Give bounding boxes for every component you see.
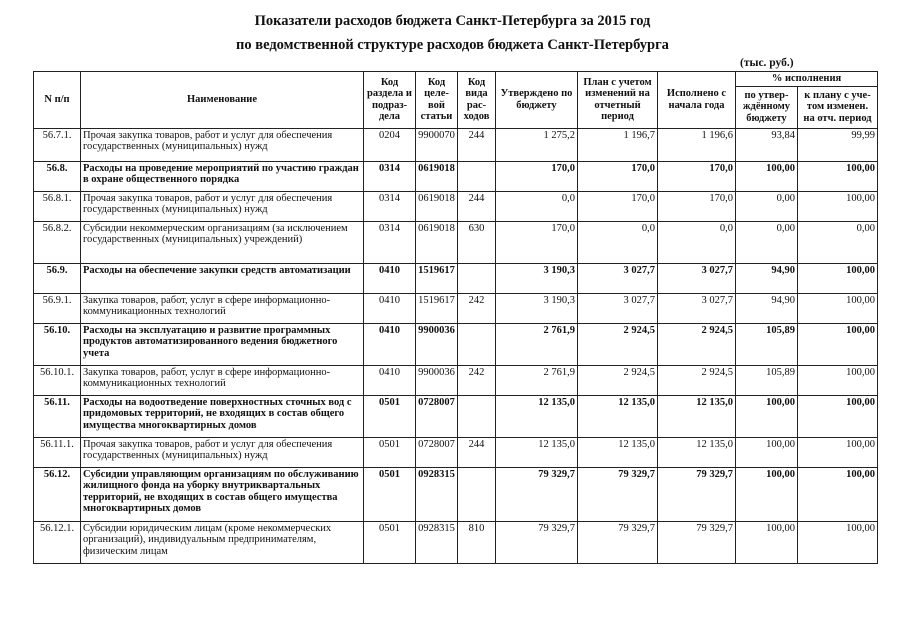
cell-type: 242 [458,365,496,395]
cell-pct-plan: 100,00 [798,263,878,293]
report-title-line1: Показатели расходов бюджета Санкт-Петербурга за 2015 год [254,13,651,29]
cell-name: Прочая закупка товаров, работ и услуг для обеспечения государственных (муниципальных) нужд [81,437,364,467]
cell-type [458,323,496,365]
cell-type: 244 [458,128,496,161]
cell-plan: 170,0 [578,191,658,221]
cell-article: 9900070 [416,128,458,161]
cell-executed: 170,0 [658,191,736,221]
col-header-name: Наименование [81,72,364,129]
cell-name: Субсидии некоммерческим организациям (за исключением государственных (муниципальных) учреждений) [81,221,364,263]
table-row [34,191,878,221]
cell-pct-approved: 93,84 [736,128,798,161]
cell-num: 56.8.1. [34,191,81,221]
cell-pct-plan: 100,00 [798,365,878,395]
cell-num: 56.9. [34,263,81,293]
table-row [34,221,878,263]
cell-plan: 170,0 [578,161,658,191]
cell-pct-approved: 0,00 [736,191,798,221]
cell-executed: 3 027,7 [658,293,736,323]
cell-section: 0410 [364,293,416,323]
cell-plan: 1 196,7 [578,128,658,161]
cell-pct-plan: 100,00 [798,521,878,563]
cell-type: 244 [458,191,496,221]
cell-executed: 3 027,7 [658,263,736,293]
cell-approved: 3 190,3 [496,263,578,293]
cell-approved: 12 135,0 [496,437,578,467]
cell-pct-approved: 105,89 [736,365,798,395]
table-row [34,323,878,365]
cell-article: 1519617 [416,263,458,293]
cell-section: 0501 [364,395,416,437]
cell-pct-approved: 100,00 [736,521,798,563]
table-row [34,293,878,323]
cell-pct-plan: 100,00 [798,191,878,221]
cell-executed: 170,0 [658,161,736,191]
cell-approved: 1 275,2 [496,128,578,161]
cell-article: 0928315 [416,467,458,521]
cell-plan: 12 135,0 [578,437,658,467]
cell-plan: 3 027,7 [578,293,658,323]
cell-num: 56.12. [34,467,81,521]
cell-name: Субсидии управляющим организациям по обслуживанию жилищного фонда на уборку внутриквартальных территорий, не входящих в состав общего имущества многоквартирных домов [81,467,364,521]
cell-num: 56.10. [34,323,81,365]
cell-pct-plan: 0,00 [798,221,878,263]
cell-plan: 79 329,7 [578,467,658,521]
cell-pct-plan: 100,00 [798,467,878,521]
cell-article: 0619018 [416,161,458,191]
cell-plan: 3 027,7 [578,263,658,293]
cell-plan: 12 135,0 [578,395,658,437]
cell-executed: 0,0 [658,221,736,263]
cell-executed: 12 135,0 [658,395,736,437]
cell-pct-approved: 100,00 [736,395,798,437]
col-header-section: Код раздела и подраз-дела [364,72,416,129]
cell-name: Закупка товаров, работ, услуг в сфере информационно-коммуникационных технологий [81,365,364,395]
table-row [34,128,878,161]
cell-article: 0728007 [416,395,458,437]
cell-section: 0501 [364,437,416,467]
cell-approved: 79 329,7 [496,521,578,563]
cell-executed: 12 135,0 [658,437,736,467]
cell-plan: 2 924,5 [578,365,658,395]
cell-pct-plan: 100,00 [798,293,878,323]
cell-type: 630 [458,221,496,263]
cell-pct-approved: 105,89 [736,323,798,365]
cell-article: 1519617 [416,293,458,323]
cell-executed: 79 329,7 [658,521,736,563]
cell-article: 9900036 [416,323,458,365]
cell-executed: 2 924,5 [658,365,736,395]
cell-approved: 3 190,3 [496,293,578,323]
cell-type [458,395,496,437]
cell-pct-approved: 94,90 [736,293,798,323]
table-row [34,161,878,191]
cell-approved: 2 761,9 [496,365,578,395]
cell-name: Расходы на обеспечение закупки средств автоматизации [81,263,364,293]
col-header-pct-approved: по утвер-ждённому бюджету [736,86,798,128]
cell-section: 0501 [364,467,416,521]
cell-name: Закупка товаров, работ, услуг в сфере информационно-коммуникационных технологий [81,293,364,323]
table-body [34,128,878,563]
units-label: (тыс. руб.) [740,57,794,69]
cell-section: 0314 [364,161,416,191]
cell-section: 0204 [364,128,416,161]
cell-pct-plan: 99,99 [798,128,878,161]
cell-pct-approved: 94,90 [736,263,798,293]
cell-executed: 79 329,7 [658,467,736,521]
cell-num: 56.9.1. [34,293,81,323]
col-header-num: N п/п [34,72,81,129]
cell-approved: 170,0 [496,221,578,263]
col-header-article: Код целе-вой статьи [416,72,458,129]
cell-type: 810 [458,521,496,563]
cell-type [458,263,496,293]
cell-num: 56.7.1. [34,128,81,161]
cell-executed: 1 196,6 [658,128,736,161]
cell-name: Субсидии юридическим лицам (кроме некоммерческих организаций), индивидуальным предпринимателям, физическим лицам [81,521,364,563]
cell-section: 0410 [364,263,416,293]
cell-pct-approved: 100,00 [736,467,798,521]
cell-type [458,467,496,521]
cell-approved: 2 761,9 [496,323,578,365]
cell-plan: 79 329,7 [578,521,658,563]
report-title-line2: по ведомственной структуре расходов бюджета Санкт-Петербурга [236,37,669,53]
cell-section: 0314 [364,191,416,221]
cell-num: 56.11.1. [34,437,81,467]
table-row [34,365,878,395]
col-header-approved: Утверждено по бюджету [496,72,578,129]
cell-num: 56.8. [34,161,81,191]
cell-plan: 0,0 [578,221,658,263]
cell-article: 0728007 [416,437,458,467]
cell-approved: 12 135,0 [496,395,578,437]
cell-name: Расходы на проведение мероприятий по участию граждан в охране общественного порядка [81,161,364,191]
cell-article: 9900036 [416,365,458,395]
table-row [34,467,878,521]
cell-name: Прочая закупка товаров, работ и услуг для обеспечения государственных (муниципальных) нужд [81,128,364,161]
cell-pct-approved: 100,00 [736,161,798,191]
col-header-plan: План с учетом изменений на отчетный период [578,72,658,129]
cell-executed: 2 924,5 [658,323,736,365]
cell-type [458,161,496,191]
table-row [34,263,878,293]
cell-section: 0501 [364,521,416,563]
cell-name: Прочая закупка товаров, работ и услуг для обеспечения государственных (муниципальных) нужд [81,191,364,221]
cell-approved: 0,0 [496,191,578,221]
col-header-type: Код вида рас-ходов [458,72,496,129]
cell-num: 56.11. [34,395,81,437]
cell-pct-plan: 100,00 [798,395,878,437]
table-row [34,437,878,467]
cell-article: 0619018 [416,191,458,221]
cell-name: Расходы на эксплуатацию и развитие программных продуктов автоматизированного ведения бюджетного учета [81,323,364,365]
cell-pct-approved: 100,00 [736,437,798,467]
col-header-pct-plan: к плану с уче-том изменен. на отч. период [798,86,878,128]
cell-section: 0410 [364,323,416,365]
cell-name: Расходы на водоотведение поверхностных сточных вод с придомовых территорий, не входящих в состав общего имущества многоквартирных домов [81,395,364,437]
cell-num: 56.12.1. [34,521,81,563]
cell-num: 56.10.1. [34,365,81,395]
col-header-pct-group: % исполнения [736,72,878,87]
cell-pct-plan: 100,00 [798,437,878,467]
cell-type: 242 [458,293,496,323]
cell-section: 0314 [364,221,416,263]
cell-pct-approved: 0,00 [736,221,798,263]
cell-pct-plan: 100,00 [798,161,878,191]
cell-pct-plan: 100,00 [798,323,878,365]
cell-article: 0619018 [416,221,458,263]
cell-type: 244 [458,437,496,467]
cell-approved: 79 329,7 [496,467,578,521]
col-header-executed: Исполнено с начала года [658,72,736,129]
cell-article: 0928315 [416,521,458,563]
budget-table [33,71,878,564]
cell-section: 0410 [364,365,416,395]
table-row [34,395,878,437]
cell-approved: 170,0 [496,161,578,191]
cell-num: 56.8.2. [34,221,81,263]
table-row [34,521,878,563]
cell-plan: 2 924,5 [578,323,658,365]
